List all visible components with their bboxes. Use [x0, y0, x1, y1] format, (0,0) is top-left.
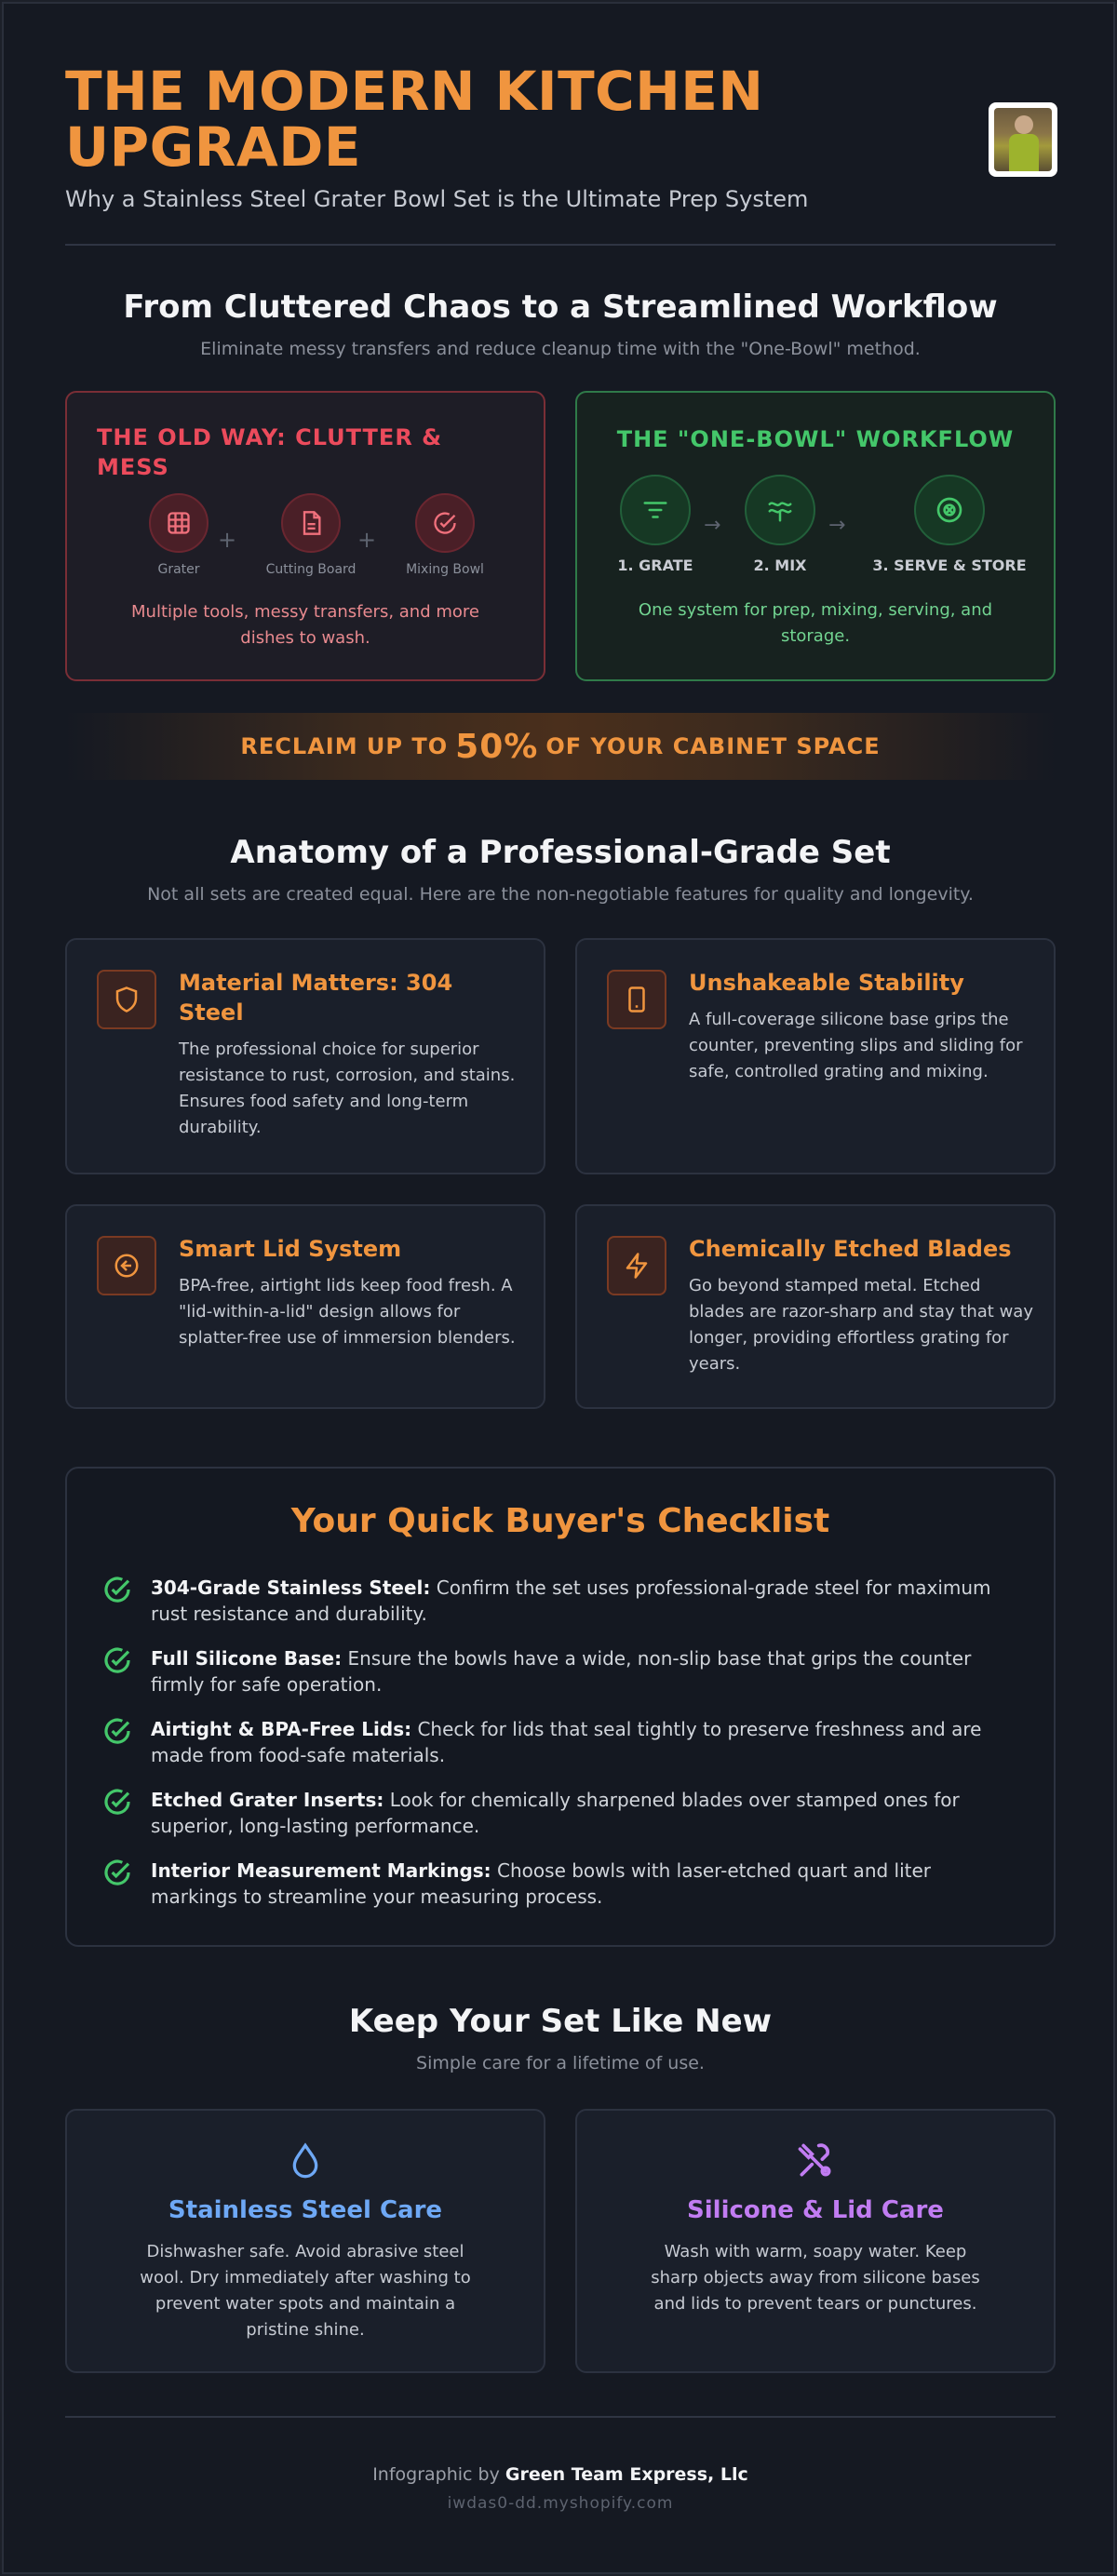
feature-title: Unshakeable Stability: [689, 970, 964, 996]
footer-url[interactable]: iwdas0-dd.myshopify.com: [447, 2494, 674, 2513]
divider: [65, 2416, 1056, 2418]
old-way-card: [65, 391, 545, 681]
tool-label: Mixing Bowl: [406, 562, 484, 577]
one-bowl-heading: THE "ONE-BOWL" WORKFLOW: [616, 426, 1015, 452]
care-subtitle: Simple care for a lifetime of use.: [416, 2053, 705, 2073]
feature-title: Smart Lid System: [179, 1236, 402, 1262]
step-label: 2. MIX: [753, 557, 807, 574]
feature-description: The professional choice for superior resistance to rust, corrosion, and stains. Ensures food safety and long-term durability.: [179, 1040, 516, 1137]
tool-label: Cutting Board: [265, 562, 357, 577]
buyers-checklist: [65, 1467, 1056, 1947]
footer-credit: [4, 2464, 1117, 2485]
step-grate: [590, 475, 720, 574]
check-circle-icon: [102, 1575, 132, 1604]
anatomy-title: Anatomy of a Professional-Grade Set: [230, 834, 891, 871]
one-bowl-description: One system for prep, mixing, serving, and storage.: [638, 600, 993, 646]
step-mix: [715, 475, 845, 574]
feature-description: BPA-free, airtight lids keep food fresh. A "lid-within-a-lid" design allows for splatter-free use of immersion blenders.: [179, 1276, 516, 1348]
page-subtitle: Why a Stainless Steel Grater Bowl Set is the Ultimate Prep System: [65, 186, 809, 212]
feature-title: Material Matters: 304 Steel: [179, 970, 453, 1026]
filter-icon: [620, 475, 691, 545]
footer-prefix: Infographic by: [372, 2464, 500, 2485]
banner-prefix: RECLAIM UP TO: [240, 733, 449, 759]
care-title: Keep Your Set Like New: [348, 2003, 773, 2040]
step-label: 1. GRATE: [617, 557, 693, 574]
author-photo: [989, 102, 1057, 177]
old-way-description: Multiple tools, messy transfers, and more dishes to wash.: [131, 602, 479, 648]
check-circle-icon: [102, 1645, 132, 1675]
page-title: THE MODERN KITCHEN UPGRADE: [65, 60, 764, 179]
care-card-description: Dishwasher safe. Avoid abrasive steel wool. Dry immediately after washing to prevent water spots and maintain a pristine shine.: [140, 2242, 471, 2340]
feature-card: [65, 938, 545, 1174]
checklist-item-text: Check for lids that seal tightly to preserve freshness and are made from food-safe materials.: [151, 1718, 982, 1766]
cabinet-space-banner: [65, 713, 1056, 780]
check-circle-icon: [102, 1858, 132, 1887]
checklist-item-label: Interior Measurement Markings:: [151, 1859, 491, 1882]
infographic-page: [2, 2, 1115, 2574]
care-card: [65, 2109, 545, 2373]
feature-card: [575, 1204, 1056, 1409]
checklist-item-text: Ensure the bowls have a wide, non-slip base that grips the counter firmly for safe operation.: [151, 1647, 972, 1696]
person-photo-icon: [994, 108, 1052, 171]
checklist-item-label: Full Silicone Base:: [151, 1647, 343, 1670]
plus-sign: +: [357, 527, 377, 553]
mix-icon: [745, 475, 815, 545]
checklist-item-label: Etched Grater Inserts:: [151, 1789, 384, 1811]
feature-description: Go beyond stamped metal. Etched blades are razor-sharp and stay that way longer, providing effortless grating for years.: [689, 1276, 1033, 1374]
feature-description: A full-coverage silicone base grips the counter, preventing slips and sliding for safe, controlled grating and mixing.: [689, 1010, 1023, 1081]
tool-label: Grater: [157, 562, 200, 577]
divider: [65, 244, 1056, 246]
feature-card: [65, 1204, 545, 1409]
step-label: 3. SERVE & STORE: [872, 557, 1027, 574]
checklist-item-label: Airtight & BPA-Free Lids:: [151, 1718, 412, 1740]
banner-suffix: OF YOUR CABINET SPACE: [545, 733, 881, 759]
checklist-item-text: Confirm the set uses professional-grade steel for maximum rust resistance and durability.: [151, 1576, 991, 1625]
plate-icon: [914, 475, 985, 545]
footer-brand: Green Team Express, Llc: [505, 2464, 748, 2485]
feature-card: [575, 938, 1056, 1174]
shield-icon: [97, 970, 156, 1029]
check-circle-icon: [415, 493, 475, 553]
water-drop-icon: [287, 2140, 324, 2181]
bolt-icon: [607, 1236, 666, 1295]
care-card-description: Wash with warm, soapy water. Keep sharp objects away from silicone bases and lids to prevent tears or punctures.: [651, 2242, 980, 2314]
workflow-title: From Cluttered Chaos to a Streamlined Workflow: [123, 288, 998, 326]
grater-icon: [149, 493, 209, 553]
checklist-item-text: Choose bowls with laser-etched quart and liter markings to streamline your measuring process.: [151, 1859, 932, 1908]
checklist-item-text: Look for chemically sharpened blades over stamped ones for superior, long-lasting performance.: [151, 1789, 960, 1837]
arrow-right-icon: →: [828, 514, 846, 537]
checklist-item-label: 304-Grade Stainless Steel:: [151, 1576, 431, 1599]
check-circle-icon: [102, 1716, 132, 1746]
plus-sign: +: [218, 527, 237, 553]
anatomy-subtitle: Not all sets are created equal. Here are the non-negotiable features for quality and longevity.: [147, 884, 974, 905]
tools-icon: [795, 2140, 836, 2181]
feature-title: Chemically Etched Blades: [689, 1236, 1012, 1262]
banner-highlight: 50%: [455, 727, 539, 766]
document-icon: [281, 493, 341, 553]
tool-mixing-bowl: [380, 493, 510, 577]
care-card-title: Silicone & Lid Care: [687, 2196, 944, 2224]
check-circle-icon: [102, 1787, 132, 1817]
care-card: [575, 2109, 1056, 2373]
old-way-heading: THE OLD WAY: CLUTTER & MESS: [97, 424, 443, 480]
one-bowl-card: [575, 391, 1056, 681]
arrow-circle-icon: [97, 1236, 156, 1295]
checklist-title: Your Quick Buyer's Checklist: [290, 1502, 830, 1540]
phone-icon: [607, 970, 666, 1029]
tool-cutting-board: [246, 493, 376, 577]
care-card-title: Stainless Steel Care: [168, 2196, 443, 2224]
arrow-right-icon: →: [704, 514, 721, 537]
step-serve-store: [856, 475, 1043, 574]
workflow-subtitle: Eliminate messy transfers and reduce cleanup time with the "One-Bowl" method.: [200, 339, 921, 359]
